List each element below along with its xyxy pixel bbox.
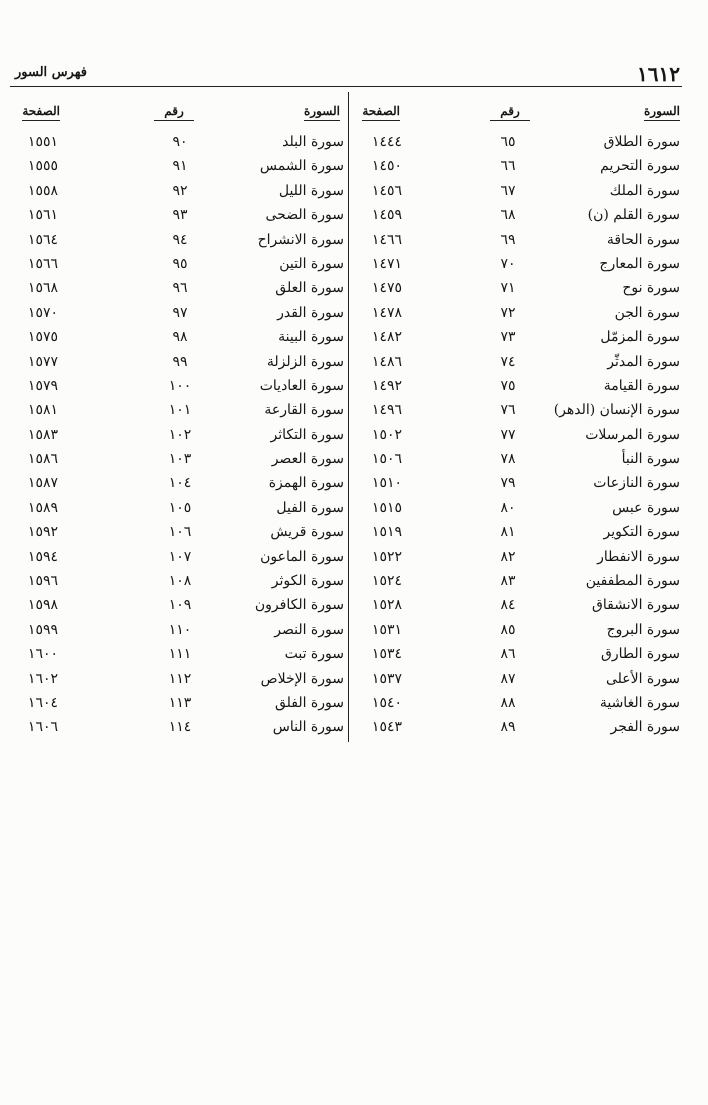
surah-name: سورة التكوير	[603, 524, 680, 541]
page-number-cell: ١٥٢٢	[371, 548, 402, 565]
surah-number: ٦٩	[500, 231, 516, 248]
surah-number: ١١٢	[168, 670, 192, 687]
surah-number: ١٠٢	[168, 426, 192, 443]
page-number-cell: ١٥١٠	[371, 475, 402, 492]
page-number-cell: ١٥٩٨	[27, 597, 58, 614]
table-row	[12, 693, 344, 717]
table-row	[360, 547, 680, 571]
table-row	[12, 205, 344, 229]
surah-number: ١٠٤	[168, 475, 192, 492]
page-number-cell: ١٦٠٦	[27, 719, 58, 736]
surah-name: سورة المرسلات	[585, 426, 680, 443]
table-row	[12, 717, 344, 741]
table-row	[360, 376, 680, 400]
surah-name: سورة الإخلاص	[260, 670, 344, 687]
page-number-cell: ١٥٨١	[27, 402, 58, 419]
page-number-cell: ١٥١٩	[371, 524, 402, 541]
surah-name: سورة الحاقة	[606, 231, 680, 248]
surah-number: ٧٢	[500, 304, 516, 321]
surah-number: ٨٠	[500, 499, 516, 516]
surah-name: سورة البينة	[278, 329, 344, 346]
surah-name: سورة الأعلى	[605, 670, 680, 687]
table-row	[360, 303, 680, 327]
page-number-cell: ١٥٤٠	[371, 694, 402, 711]
table-row	[360, 620, 680, 644]
surah-number: ٧٨	[500, 451, 516, 468]
surah-name: سورة النازعات	[593, 475, 680, 492]
surah-name: سورة الإنسان (الدهر)	[553, 402, 680, 419]
page-number-cell: ١٥٧٧	[27, 353, 58, 370]
surah-name: سورة الماعون	[260, 548, 344, 565]
surah-number: ٩٠	[172, 134, 188, 150]
surah-number: ٩٦	[172, 280, 188, 297]
surah-name: سورة الفجر	[610, 719, 680, 736]
surah-name: سورة الفلق	[274, 694, 344, 711]
table-row	[360, 473, 680, 497]
surah-name: سورة الكافرون	[254, 597, 344, 614]
surah-name: سورة المدثّر	[607, 353, 680, 370]
table-row	[360, 230, 680, 254]
surah-number: ٦٥	[500, 134, 516, 150]
table-row	[12, 498, 344, 522]
surah-name: سورة الانشقاق	[592, 597, 680, 614]
page-number-cell: ١٦٠٢	[27, 670, 58, 687]
surah-number: ٧٤	[500, 353, 516, 370]
table-row	[360, 571, 680, 595]
page-number-cell: ١٤٨٦	[371, 353, 402, 370]
surah-number: ١٠٧	[168, 548, 192, 565]
page-number-cell: ١٦٠٠	[27, 646, 58, 663]
table-row	[12, 473, 344, 497]
page-number-cell: ١٥٦٨	[27, 280, 58, 297]
surah-number: ١١٣	[168, 694, 192, 711]
table-row	[12, 547, 344, 571]
table-row	[12, 425, 344, 449]
surah-number: ٧٩	[500, 475, 516, 492]
page-number-cell: ١٥٢٤	[371, 573, 402, 590]
table-rows	[360, 132, 680, 742]
table-row	[12, 327, 344, 351]
surah-number: ١١٠	[168, 621, 192, 638]
table-row	[12, 230, 344, 254]
page-number-cell: ١٥٣٧	[371, 670, 402, 687]
page-number-cell: ١٥٦٦	[27, 255, 58, 272]
surah-number: ٨٣	[500, 573, 516, 590]
page-number-cell: ١٥٩٢	[27, 524, 58, 541]
page-number-cell: ١٤٩٢	[371, 377, 402, 394]
table-row	[360, 156, 680, 180]
header-number: رقم	[154, 104, 194, 121]
page-number-cell: ١٤٧٨	[371, 304, 402, 321]
page-number-cell: ١٥٠٢	[371, 426, 402, 443]
surah-number: ٧٧	[500, 426, 516, 443]
table-row	[360, 254, 680, 278]
surah-number: ٩٤	[172, 231, 188, 248]
surah-number: ٩٥	[172, 255, 188, 272]
page-number-cell: ١٤٥٦	[371, 182, 402, 199]
page-number-cell: ١٥٥٨	[27, 182, 58, 199]
surah-number: ٩٧	[172, 304, 188, 321]
table-row	[12, 620, 344, 644]
surah-name: سورة الطارق	[600, 646, 680, 663]
table-row	[360, 425, 680, 449]
table-row	[12, 522, 344, 546]
header-surah: السورة	[304, 104, 340, 121]
page-number-cell: ١٥٧٠	[27, 304, 58, 321]
page-number-cell: ١٤٧٥	[371, 280, 402, 297]
surah-name: سورة نوح	[622, 280, 680, 297]
surah-name: سورة القارعة	[264, 402, 344, 419]
table-row	[12, 669, 344, 693]
surah-name: سورة العصر	[271, 451, 344, 468]
surah-name: سورة القدر	[277, 304, 344, 321]
page-number-cell: ١٥٠٦	[371, 451, 402, 468]
surah-number: ٨١	[500, 524, 516, 541]
table-row	[12, 595, 344, 619]
surah-name: سورة التحريم	[600, 158, 680, 175]
page-number-cell: ١٥٣٤	[371, 646, 402, 663]
surah-number: ٩٩	[172, 353, 188, 370]
page-number-cell: ١٦٠٤	[27, 694, 58, 711]
table-row	[360, 498, 680, 522]
table-row	[360, 327, 680, 351]
page-number-cell: ١٥٦٤	[27, 231, 58, 248]
page-number-cell: ١٥٧٥	[27, 329, 58, 346]
table-row	[360, 717, 680, 741]
surah-number: ٨٧	[500, 670, 516, 687]
surah-number: ٨٢	[500, 548, 516, 565]
table-row	[360, 693, 680, 717]
table-row	[12, 400, 344, 424]
page-number-cell: ١٤٩٦	[371, 402, 402, 419]
page-number-cell: ١٥٤٣	[371, 719, 402, 736]
surah-name: سورة القلم (ن)	[587, 207, 680, 224]
surah-name: سورة النبأ	[621, 451, 680, 468]
surah-name: سورة الليل	[278, 182, 344, 199]
table-row	[12, 352, 344, 376]
surah-number: ١١٤	[168, 719, 192, 736]
surah-index-right-column	[360, 100, 680, 742]
page-number-cell: ١٤٤٤	[371, 134, 402, 150]
surah-number: ٧٣	[500, 329, 516, 346]
page-number-cell: ١٤٦٦	[371, 231, 402, 248]
table-row	[12, 132, 344, 156]
page-number-cell: ١٥٨٩	[27, 499, 58, 516]
page-number-cell: ١٥٨٦	[27, 451, 58, 468]
surah-name: سورة الزلزلة	[266, 353, 344, 370]
table-row	[12, 181, 344, 205]
header-rule	[10, 86, 682, 87]
page-number-cell: ١٥٩٩	[27, 621, 58, 638]
surah-name: سورة القيامة	[603, 377, 680, 394]
surah-number: ٦٨	[500, 207, 516, 224]
surah-name: سورة الضحى	[265, 207, 344, 224]
surah-number: ١٠٣	[168, 451, 192, 468]
surah-number: ١٠٠	[168, 377, 192, 394]
surah-number: ١١١	[168, 646, 192, 663]
surah-number: ٨٤	[500, 597, 516, 614]
surah-name: سورة الملك	[609, 182, 680, 199]
header-page: الصفحة	[22, 104, 60, 121]
table-row	[360, 352, 680, 376]
header-surah: السورة	[644, 104, 680, 121]
surah-name: سورة عبس	[612, 499, 680, 516]
surah-number: ٩٢	[172, 182, 188, 199]
surah-name: سورة الانفطار	[597, 548, 680, 565]
surah-name: سورة الكوثر	[271, 573, 344, 590]
surah-index-left-column	[12, 100, 344, 742]
table-row	[360, 132, 680, 156]
table-row	[360, 644, 680, 668]
page-number-cell: ١٥٣١	[371, 621, 402, 638]
page-number: ١٦١٢	[637, 62, 680, 86]
surah-number: ٧٠	[500, 255, 516, 272]
table-header	[360, 100, 680, 132]
table-row	[360, 449, 680, 473]
surah-number: ٨٩	[500, 719, 516, 736]
surah-name: سورة تبت	[284, 646, 344, 663]
surah-name: سورة الناس	[272, 719, 344, 736]
header-number: رقم	[490, 104, 530, 121]
table-row	[12, 303, 344, 327]
page-number-cell: ١٥٨٣	[27, 426, 58, 443]
surah-number: ١٠٨	[168, 573, 192, 590]
table-row	[12, 644, 344, 668]
table-row	[360, 669, 680, 693]
surah-number: ٩٨	[172, 329, 188, 346]
surah-name: سورة المعارج	[599, 255, 680, 272]
surah-name: سورة البلد	[282, 134, 344, 150]
page-number-cell: ١٥٩٤	[27, 548, 58, 565]
table-row	[12, 156, 344, 180]
surah-number: ٦٦	[500, 158, 516, 175]
table-row	[12, 254, 344, 278]
surah-number: ١٠٥	[168, 499, 192, 516]
surah-number: ٧٥	[500, 377, 516, 394]
table-row	[360, 181, 680, 205]
page-number-cell: ١٤٥٠	[371, 158, 402, 175]
surah-name: سورة الانشراح	[257, 231, 344, 248]
surah-number: ٨٨	[500, 694, 516, 711]
surah-name: سورة المزمّل	[600, 329, 680, 346]
surah-number: ٨٦	[500, 646, 516, 663]
table-header	[12, 100, 344, 132]
table-row	[360, 595, 680, 619]
table-row	[12, 278, 344, 302]
surah-number: ٧١	[500, 280, 516, 297]
surah-name: سورة النصر	[274, 621, 344, 638]
surah-name: سورة البروج	[606, 621, 680, 638]
page-number-cell: ١٥١٥	[371, 499, 402, 516]
surah-name: سورة العلق	[275, 280, 344, 297]
surah-number: ٨٥	[500, 621, 516, 638]
surah-name: سورة الهمزة	[268, 475, 344, 492]
table-row	[360, 278, 680, 302]
table-row	[360, 205, 680, 229]
table-row	[360, 400, 680, 424]
surah-name: سورة الشمس	[259, 158, 344, 175]
surah-name: سورة الفيل	[276, 499, 344, 516]
page-number-cell: ١٤٨٢	[371, 329, 402, 346]
surah-name: سورة الطلاق	[603, 134, 680, 150]
header-page: الصفحة	[362, 104, 400, 121]
surah-number: ٧٦	[500, 402, 516, 419]
surah-name: سورة الغاشية	[599, 694, 680, 711]
surah-name: سورة التكاثر	[270, 426, 344, 443]
page-number-cell: ١٥٦١	[27, 207, 58, 224]
table-rows	[12, 132, 344, 742]
surah-name: سورة المطففين	[585, 573, 680, 590]
surah-number: ٩١	[172, 158, 188, 175]
table-row	[360, 522, 680, 546]
column-divider	[348, 92, 349, 742]
page-number-cell: ١٥٥١	[27, 134, 58, 150]
surah-number: ١٠٩	[168, 597, 192, 614]
surah-number: ١٠٦	[168, 524, 192, 541]
surah-name: سورة الجن	[614, 304, 680, 321]
page-number-cell: ١٥٥٥	[27, 158, 58, 175]
surah-name: سورة التين	[279, 255, 344, 272]
surah-number: ١٠١	[168, 402, 192, 419]
surah-number: ٩٣	[172, 207, 188, 224]
page-number-cell: ١٥٢٨	[371, 597, 402, 614]
page-number-cell: ١٤٥٩	[371, 207, 402, 224]
page-number-cell: ١٤٧١	[371, 255, 402, 272]
table-row	[12, 376, 344, 400]
page-number-cell: ١٥٧٩	[27, 377, 58, 394]
surah-name: سورة العاديات	[259, 377, 344, 394]
table-row	[12, 571, 344, 595]
page-number-cell: ١٥٩٦	[27, 573, 58, 590]
surah-number: ٦٧	[500, 182, 516, 199]
table-row	[12, 449, 344, 473]
surah-name: سورة قريش	[270, 524, 344, 541]
page-number-cell: ١٥٨٧	[27, 475, 58, 492]
running-title: فهرس السور	[15, 65, 87, 80]
